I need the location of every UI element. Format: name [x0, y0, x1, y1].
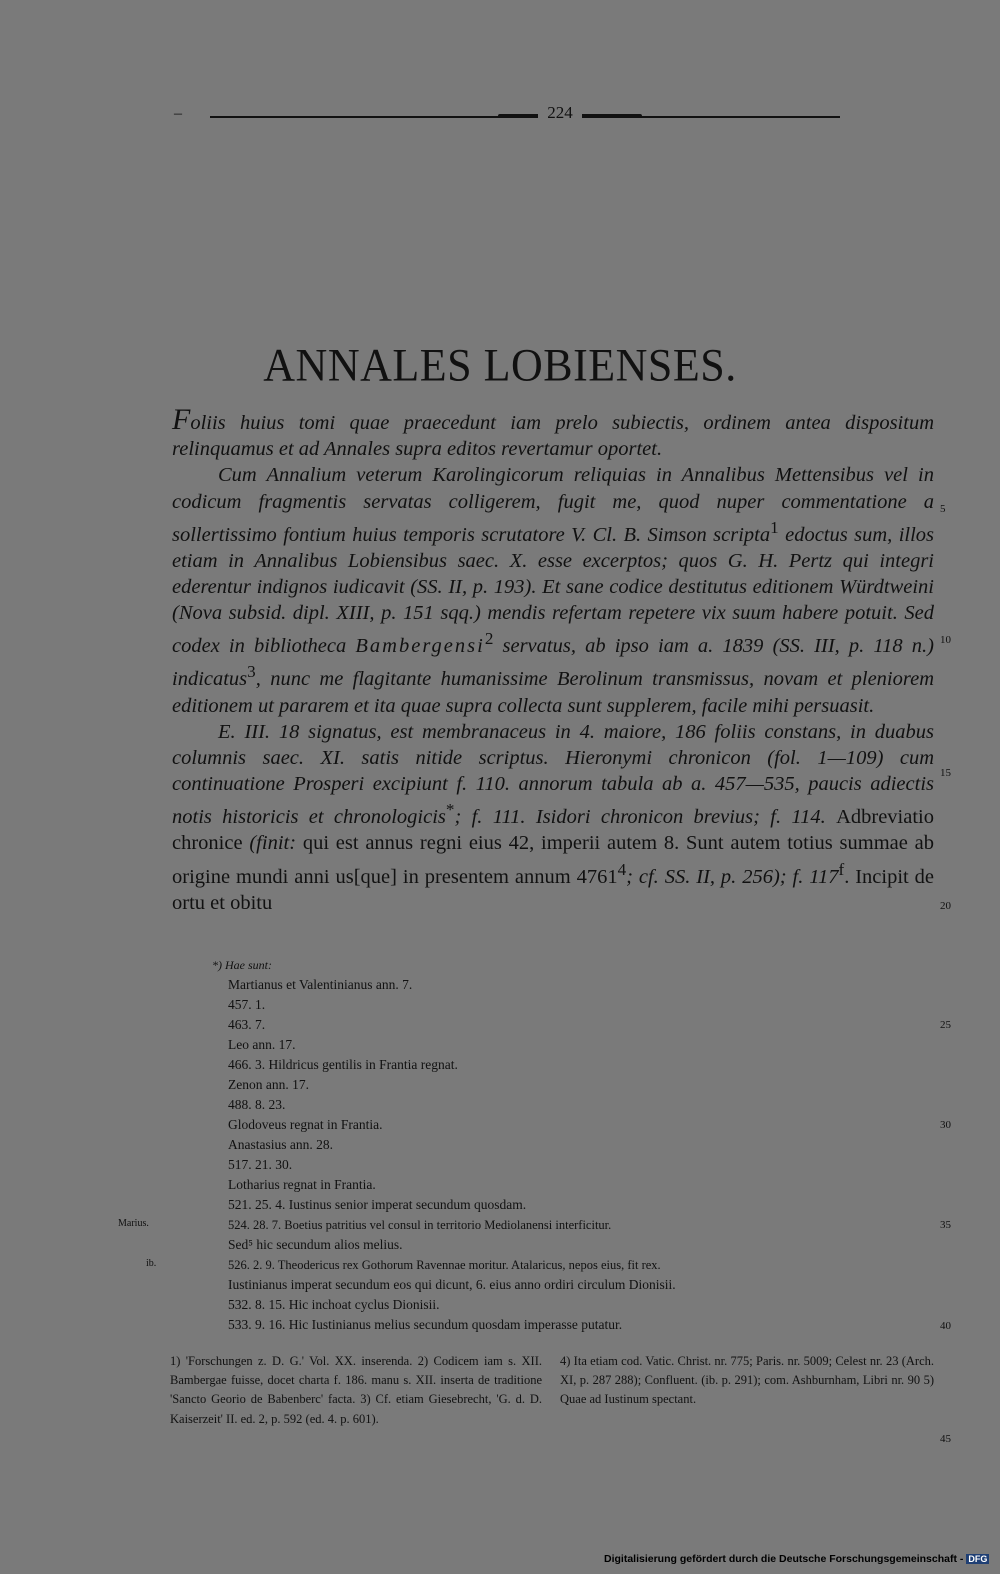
line-number: 35 — [940, 1219, 951, 1231]
note-row: Iustinianus imperat secundum eos qui dicunt, 6. eius anno ordiri circulum Dionisii. — [228, 1277, 676, 1292]
dfg-logo: DFG — [968, 1554, 988, 1564]
note-row: 463. 7. — [228, 1017, 266, 1032]
margin-source-label: ib. — [146, 1258, 157, 1269]
chronology-notes — [210, 955, 970, 1335]
note-row: Lotharius regnat in Frantia. — [228, 1177, 376, 1192]
line-number: 40 — [940, 1320, 951, 1332]
footnote-ref-star: * — [445, 800, 455, 820]
digitization-footer — [604, 1553, 989, 1565]
paragraph-3-text-h: Incipit de ortu et obitu — [172, 865, 935, 914]
paragraph-3-text-c: Adbreviatio chronice — [172, 806, 934, 855]
footnote-ref-1: 1 — [770, 517, 779, 537]
notes-heading: *) Hae sunt: — [212, 958, 272, 972]
note-row: Glodoveus regnat in Frantia. — [228, 1117, 383, 1132]
paragraph-3-text-a: E. III. 18 signatus, est membranaceus in 4. maiore, 186 foliis constans, in duabus columnis saec. XI. satis nitide scriptus. Hieronymi chronicon (fol. 1—109) cum continuatione Prosperi excipiunt f. 110. annorum tabula ab a. 457—535, paucis adiectis notis historicis et chronologicis — [172, 720, 934, 829]
paragraph-2-text-a: Cum Annalium veterum Karolingicorum reliquias in Annalibus Mettensibus vel in codicum fragmentis servatas colligerem, fugit me, quod nuper commentatione a sollertissimo fontium huius temporis scrutatore V. Cl. B. Simson scripta — [172, 464, 934, 546]
note-row: 488. 8. 23. — [228, 1097, 286, 1112]
note-row: Martianus et Valentinianus ann. 7. — [228, 977, 413, 992]
drop-initial: F — [172, 403, 191, 436]
paragraph-3-text-f: ; cf. SS. II, p. 256); f. 117 — [626, 865, 839, 888]
paragraph-2-spaced: Bambergensi — [355, 635, 485, 658]
body-text — [172, 403, 935, 916]
line-number: 5 — [940, 503, 946, 515]
paragraph-1-text: oliis huius tomi quae praecedunt iam prelo subiectis, ordinem antea dispositum relinquamus et ad Annales supra editos revertamur oportet. — [172, 412, 934, 461]
note-row: 466. 3. Hildricus gentilis in Frantia regnat. — [228, 1057, 458, 1072]
note-row: 457. 1. — [228, 997, 266, 1012]
footnote-ref-4: 4 — [617, 859, 627, 879]
margin-source-label: Marius. — [118, 1218, 149, 1229]
footnotes-left: 1) 'Forschungen z. D. G.' Vol. XX. inserenda. 2) Codicem iam s. XII. Bambergae fuisse, docet charta f. 186. manu s. XII. inserta de traditione 'Sancto Georio de Babenberc' facta. 3) Cf. etiam Giesebrecht, 'G. d. D. Kaiserzeit' II. ed. 2, p. 592 (ed. 4. p. 601). — [170, 1354, 542, 1426]
line-number: 15 — [940, 767, 951, 779]
note-row: 521. 25. 4. Iustinus senior imperat secundum quosdam. — [228, 1197, 527, 1212]
footer-text: Digitalisierung gefördert durch die Deutsche Forschungsgemeinschaft - — [604, 1553, 964, 1565]
header-rule-right — [582, 116, 840, 118]
note-row: 532. 8. 15. Hic inchoat cyclus Dionisii. — [228, 1297, 440, 1312]
paragraph-3-text-b: ; f. 111. Isidori chronicon brevius; f. 114. — [454, 806, 837, 829]
paragraph-2 — [172, 462, 934, 718]
paragraph-3 — [172, 719, 934, 916]
line-number: 10 — [940, 634, 951, 646]
header-dash: – — [174, 105, 182, 122]
footnote-ref-3: 3 — [247, 662, 256, 682]
paragraph-2-text-c: servatus, ab ipso iam a. 1839 (SS. III, p. 118 n.) indicatus — [172, 635, 934, 691]
line-number: 25 — [940, 1019, 951, 1031]
note-row: 524. 28. 7. Boetius patritius vel consul in territorio Mediolanensi interficitur. — [228, 1218, 612, 1232]
page-number: 224 — [547, 103, 573, 122]
note-row: 526. 2. 9. Theodericus rex Gothorum Ravennae moritur. Atalaricus, nepos eius, fit rex. — [228, 1258, 661, 1272]
footnote-ref-2: 2 — [484, 629, 494, 649]
paragraph-1 — [172, 403, 934, 462]
note-row: 517. 21. 30. — [228, 1157, 293, 1172]
note-row: Sed⁵ hic secundum alios melius. — [228, 1237, 403, 1252]
paragraph-2-text-d: , nunc me flagitante humanissime Berolinum transmissus, novam et pleniorem editionem ut pararem et ita quae supra collecta sunt supplerem, facile mihi persuasit. — [172, 668, 934, 717]
paragraph-3-text-e: qui est annus regni eius 42, imperii autem 8. Sunt autem totius summae ab origine mundi anni us[que] in presentem annum 4761 — [172, 832, 934, 888]
page-title: ANNALES LOBIENSES. — [263, 339, 737, 392]
paragraph-3-text-g: . — [844, 865, 856, 888]
line-number: 30 — [940, 1119, 951, 1131]
paragraph-2-text-b: edoctus sum, illos etiam in Annalibus Lobiensibus saec. X. esse excerptos; quos G. H. Pertz qui integri ederentur indignos iudicavit (SS. II, p. 193). Et sane codice destitutus editionem Würdtweini (Nova subsid. dipl. XIII, p. 151 sqq.) mendis refertam repetere vix suum habere potuit. Sed codex in bibliotheca — [172, 523, 935, 658]
note-row: Leo ann. 17. — [228, 1037, 296, 1052]
note-row: 533. 9. 16. Hic Iustinianus melius secundum quosdam imperasse putatur. — [228, 1317, 623, 1332]
note-row: Anastasius ann. 28. — [228, 1137, 333, 1152]
paragraph-3-text-d: (finit: — [242, 832, 303, 855]
line-number: 45 — [940, 1433, 951, 1445]
footnotes-right: 4) Ita etiam cod. Vatic. Christ. nr. 775; Paris. nr. 5009; Celest nr. 23 (Arch. XI, p. 287 288); Confluent. (ib. p. 291); com. Ashburnham, Libri nr. 90 5) Quae ad Iustinum spectant. — [560, 1354, 934, 1407]
header-rule-left — [210, 116, 538, 118]
page-header — [170, 103, 840, 129]
footnote-ref-f: f — [838, 859, 845, 879]
line-number: 20 — [940, 900, 951, 912]
note-row: Zenon ann. 17. — [228, 1077, 309, 1092]
